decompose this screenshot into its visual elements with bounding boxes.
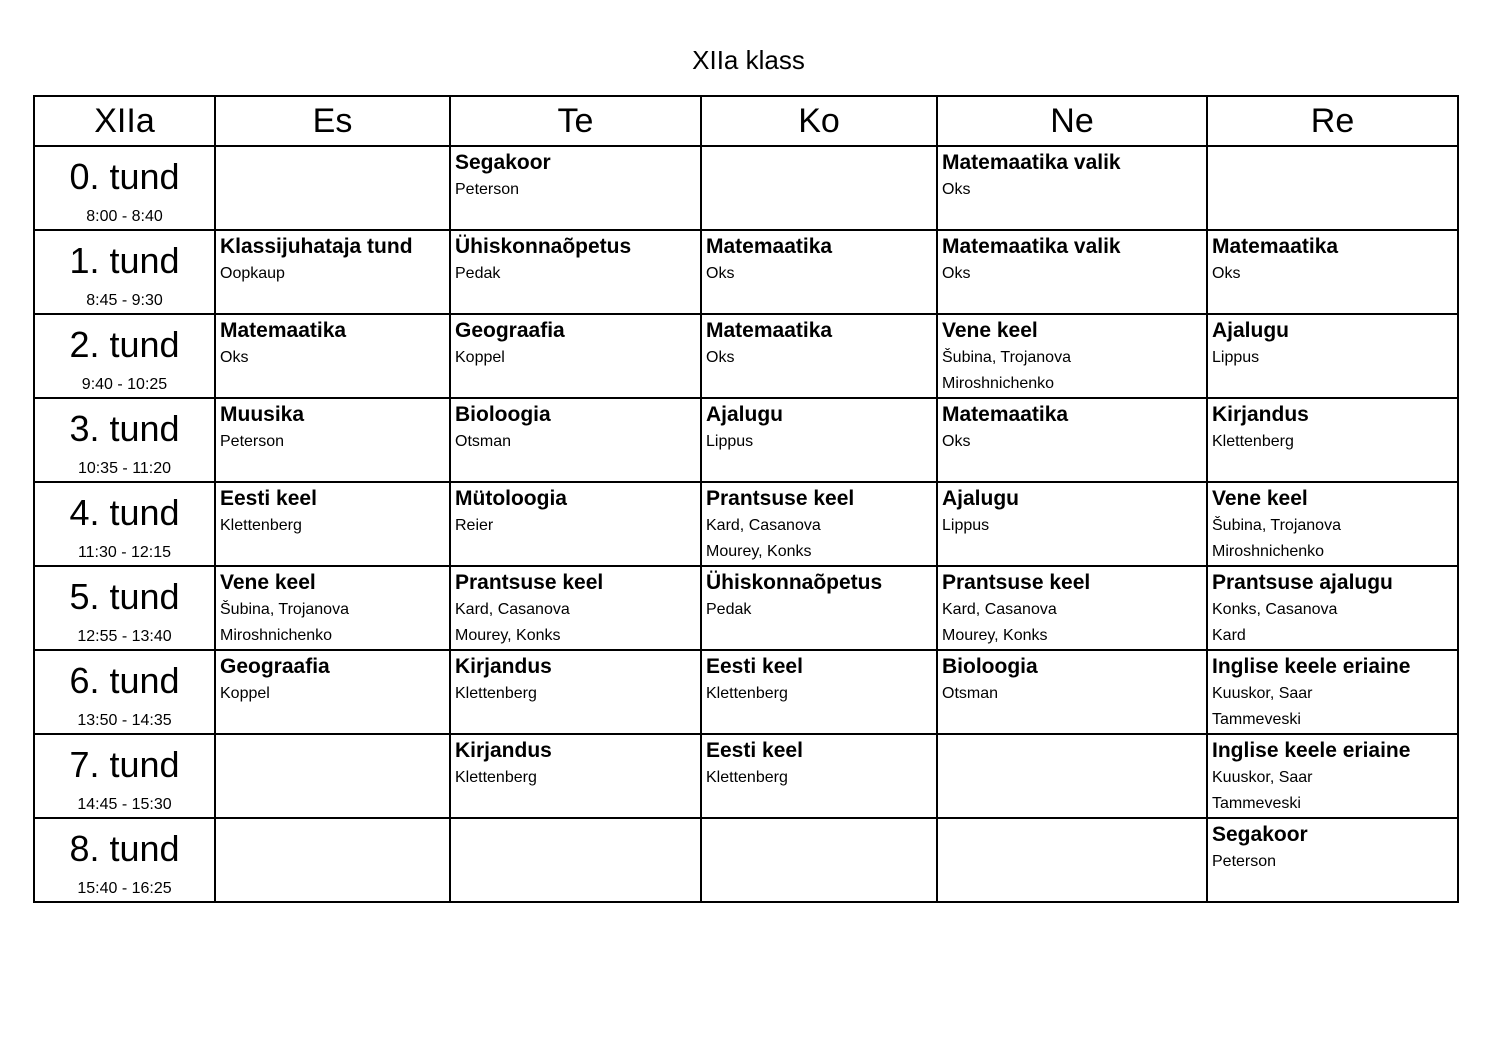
teacher-names: Klettenberg <box>1212 433 1294 450</box>
teacher-names: Reier <box>455 517 494 534</box>
subject-name: Matemaatika <box>706 235 833 258</box>
subject-name: Eesti keel <box>706 739 803 762</box>
lesson-cell <box>1207 398 1458 482</box>
lesson-cell <box>701 230 937 314</box>
teacher-names: Oks <box>1212 265 1241 282</box>
subject-name: Kirjandus <box>1212 403 1309 426</box>
lesson-cell <box>215 482 450 566</box>
teacher-names: Oks <box>220 349 249 366</box>
lesson-cell <box>215 818 450 902</box>
teacher-names: Lippus <box>1212 349 1260 366</box>
day-header: Ne <box>937 96 1207 146</box>
subject-name: Vene keel <box>1212 487 1308 510</box>
subject-name: Geograafia <box>220 655 330 678</box>
teacher-names: Konks, Casanova <box>1212 601 1338 618</box>
period-name: 3. tund <box>69 408 180 449</box>
lesson-cell <box>450 230 701 314</box>
lesson-cell <box>215 734 450 818</box>
period-time: 8:00 - 8:40 <box>86 208 163 225</box>
teacher-names: Pedak <box>455 265 501 282</box>
teacher-names: Oks <box>706 265 735 282</box>
teacher-names: Kard, Casanova <box>706 517 821 534</box>
subject-name: Inglise keele eriaine <box>1212 739 1411 762</box>
table-row <box>34 314 1458 398</box>
table-row <box>34 482 1458 566</box>
subject-name: Matemaatika <box>1212 235 1339 258</box>
subject-name: Prantsuse keel <box>942 571 1091 594</box>
lesson-cell <box>937 482 1207 566</box>
lesson-cell <box>1207 146 1458 230</box>
period-time: 9:40 - 10:25 <box>81 376 168 393</box>
teacher-names: Kuuskor, Saar <box>1212 769 1313 786</box>
subject-name: Mütoloogia <box>455 487 567 510</box>
subject-name: Prantsuse keel <box>706 487 855 510</box>
period-cell <box>34 734 215 818</box>
teacher-names: Otsman <box>455 433 512 450</box>
teacher-names: Klettenberg <box>706 685 788 702</box>
subject-name: Matemaatika <box>706 319 833 342</box>
subject-name: Prantsuse ajalugu <box>1212 571 1393 594</box>
subject-name: Geograafia <box>455 319 565 342</box>
page-title: XIIa klass <box>692 45 805 75</box>
day-header: Re <box>1207 96 1458 146</box>
lesson-cell <box>701 650 937 734</box>
lesson-cell <box>701 734 937 818</box>
period-name: 0. tund <box>69 156 180 197</box>
lesson-cell <box>937 146 1207 230</box>
period-time: 13:50 - 14:35 <box>77 712 172 729</box>
table-row <box>34 734 1458 818</box>
timetable-header <box>34 96 1458 146</box>
lesson-cell <box>701 146 937 230</box>
lesson-cell <box>937 398 1207 482</box>
period-name: 2. tund <box>69 324 180 365</box>
teacher-names: Klettenberg <box>220 517 302 534</box>
period-name: 4. tund <box>69 492 180 533</box>
subject-name: Matemaatika <box>942 403 1069 426</box>
teacher-names: Miroshnichenko <box>942 375 1055 392</box>
lesson-cell <box>450 398 701 482</box>
teacher-names: Oopkaup <box>220 265 285 282</box>
period-time: 15:40 - 16:25 <box>77 880 172 897</box>
teacher-names: Lippus <box>942 517 990 534</box>
period-time: 12:55 - 13:40 <box>77 628 172 645</box>
teacher-names: Klettenberg <box>706 769 788 786</box>
lesson-cell <box>1207 818 1458 902</box>
subject-name: Matemaatika <box>220 319 347 342</box>
period-cell <box>34 230 215 314</box>
subject-name: Ühiskonnaõpetus <box>455 235 632 258</box>
teacher-names: Tammeveski <box>1212 795 1301 812</box>
teacher-names: Kard, Casanova <box>942 601 1057 618</box>
lesson-cell <box>701 482 937 566</box>
teacher-names: Lippus <box>706 433 754 450</box>
lesson-cell <box>1207 314 1458 398</box>
lesson-cell <box>215 146 450 230</box>
lesson-cell <box>450 482 701 566</box>
subject-name: Vene keel <box>220 571 316 594</box>
teacher-names: Peterson <box>1212 853 1277 870</box>
lesson-cell <box>450 146 701 230</box>
teacher-names: Miroshnichenko <box>220 627 333 644</box>
lesson-cell <box>937 818 1207 902</box>
lesson-cell <box>450 734 701 818</box>
lesson-cell <box>937 230 1207 314</box>
lesson-cell <box>1207 230 1458 314</box>
period-cell <box>34 650 215 734</box>
day-header: Ko <box>701 96 937 146</box>
day-header: Es <box>215 96 450 146</box>
table-row <box>34 146 1458 230</box>
lesson-cell <box>1207 482 1458 566</box>
teacher-names: Šubina, Trojanova <box>1212 517 1341 534</box>
table-row <box>34 818 1458 902</box>
period-name: 5. tund <box>69 576 180 617</box>
table-row <box>34 566 1458 650</box>
subject-name: Ühiskonnaõpetus <box>706 571 883 594</box>
day-header: Te <box>450 96 701 146</box>
period-name: 6. tund <box>69 660 180 701</box>
lesson-cell <box>215 566 450 650</box>
teacher-names: Mourey, Konks <box>706 543 812 560</box>
subject-name: Bioloogia <box>455 403 551 426</box>
timetable-body <box>34 146 1458 902</box>
period-cell <box>34 566 215 650</box>
teacher-names: Mourey, Konks <box>455 627 561 644</box>
subject-name: Eesti keel <box>706 655 803 678</box>
table-row <box>34 398 1458 482</box>
period-cell <box>34 482 215 566</box>
subject-name: Segakoor <box>1212 823 1308 846</box>
teacher-names: Koppel <box>220 685 270 702</box>
lesson-cell <box>937 314 1207 398</box>
teacher-names: Klettenberg <box>455 769 537 786</box>
teacher-names: Kard <box>1212 627 1246 644</box>
period-time: 11:30 - 12:15 <box>77 544 172 561</box>
lesson-cell <box>215 230 450 314</box>
teacher-names: Miroshnichenko <box>1212 543 1325 560</box>
lesson-cell <box>215 398 450 482</box>
lesson-cell <box>1207 734 1458 818</box>
subject-name: Muusika <box>220 403 305 426</box>
lesson-cell <box>701 818 937 902</box>
lesson-cell <box>450 650 701 734</box>
subject-name: Vene keel <box>942 319 1038 342</box>
teacher-names: Šubina, Trojanova <box>220 601 349 618</box>
corner-cell: XIIa <box>34 96 215 146</box>
teacher-names: Oks <box>942 265 971 282</box>
lesson-cell <box>450 818 701 902</box>
subject-name: Prantsuse keel <box>455 571 604 594</box>
lesson-cell <box>1207 650 1458 734</box>
period-cell <box>34 146 215 230</box>
lesson-cell <box>701 566 937 650</box>
teacher-names: Oks <box>942 433 971 450</box>
teacher-names: Tammeveski <box>1212 711 1301 728</box>
period-name: 1. tund <box>69 240 180 281</box>
table-row <box>34 230 1458 314</box>
period-name: 7. tund <box>69 744 180 785</box>
timetable <box>33 95 1459 903</box>
lesson-cell <box>937 650 1207 734</box>
subject-name: Kirjandus <box>455 655 552 678</box>
lesson-cell <box>701 314 937 398</box>
lesson-cell <box>215 650 450 734</box>
subject-name: Matemaatika valik <box>942 235 1121 258</box>
subject-name: Inglise keele eriaine <box>1212 655 1411 678</box>
teacher-names: Kard, Casanova <box>455 601 570 618</box>
period-cell <box>34 398 215 482</box>
teacher-names: Oks <box>942 181 971 198</box>
subject-name: Ajalugu <box>942 487 1019 510</box>
header-row <box>34 96 1458 146</box>
subject-name: Klassijuhataja tund <box>220 235 413 258</box>
subject-name: Eesti keel <box>220 487 317 510</box>
teacher-names: Klettenberg <box>455 685 537 702</box>
subject-name: Ajalugu <box>706 403 783 426</box>
teacher-names: Pedak <box>706 601 752 618</box>
teacher-names: Koppel <box>455 349 505 366</box>
period-time: 14:45 - 15:30 <box>77 796 172 813</box>
subject-name: Matemaatika valik <box>942 151 1121 174</box>
period-time: 8:45 - 9:30 <box>86 292 163 309</box>
period-cell <box>34 818 215 902</box>
lesson-cell <box>937 566 1207 650</box>
subject-name: Kirjandus <box>455 739 552 762</box>
period-name: 8. tund <box>69 828 180 869</box>
period-time: 10:35 - 11:20 <box>77 460 172 477</box>
lesson-cell <box>215 314 450 398</box>
teacher-names: Oks <box>706 349 735 366</box>
teacher-names: Peterson <box>455 181 520 198</box>
lesson-cell <box>450 566 701 650</box>
teacher-names: Peterson <box>220 433 285 450</box>
teacher-names: Otsman <box>942 685 999 702</box>
lesson-cell <box>937 734 1207 818</box>
table-row <box>34 650 1458 734</box>
teacher-names: Kuuskor, Saar <box>1212 685 1313 702</box>
teacher-names: Šubina, Trojanova <box>942 349 1071 366</box>
subject-name: Bioloogia <box>942 655 1038 678</box>
lesson-cell <box>1207 566 1458 650</box>
teacher-names: Mourey, Konks <box>942 627 1048 644</box>
lesson-cell <box>450 314 701 398</box>
lesson-cell <box>701 398 937 482</box>
subject-name: Ajalugu <box>1212 319 1289 342</box>
period-cell <box>34 314 215 398</box>
subject-name: Segakoor <box>455 151 551 174</box>
